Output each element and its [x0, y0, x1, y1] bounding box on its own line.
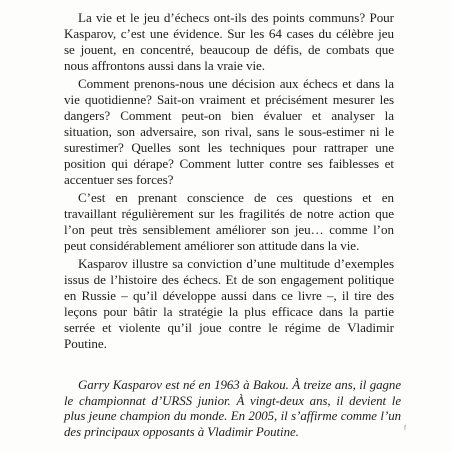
- corner-mark: ᶠ: [404, 424, 407, 435]
- paragraph-2: Comment prenons-nous une décision aux échecs et dans la vie quotidienne? Sait-on vraiment et précisément mesurer les dangers? Comment peut-on bien évaluer et analyser la situation, son adversaire, son rival, sans le sous-estimer ni le surestimer? Quelles sont les techniques pour rattraper une position qui dérape? Comment lutter contre ses faiblesses et accentuer ses forces?: [64, 76, 394, 187]
- paragraph-4: Kasparov illustre sa conviction d’une multitude d’exemples issus de l’histoire des échecs. Et de son engagement politique en Russie – qu’il développe aussi dans ce livre –, il tire des leçons pour bâtir la stratégie la plus efficace dans la partie serrée et violente qu’il joue contre le régime de Vladimir Poutine.: [64, 256, 394, 351]
- paragraph-3: C’est en prenant conscience de ces questions et en travaillant régulièrement sur les fragilités de notre action que l’on peut très sensiblement améliorer son jeu… comme l’on peut considérablement améliorer son attitude dans la vie.: [64, 189, 394, 253]
- author-bio: [64, 378, 401, 440]
- paragraph-1: La vie et le jeu d’échecs ont-ils des points communs? Pour Kasparov, c’est une évidence. Sur les 64 cases du célèbre jeu se jouent, en concentré, beaucoup de défis, de combats que nous affrontons aussi dans la vraie vie.: [64, 10, 394, 73]
- author-bio-text: Garry Kasparov est né en 1963 à Bakou. À treize ans, il gagne le championnat d’URSS junior. À vingt-deux ans, il devient le plus jeune champion du monde. En 2005, il s’affirme comme l’un des principaux opposants à Vladimir Poutine.: [64, 378, 401, 439]
- blurb-text: [64, 10, 394, 352]
